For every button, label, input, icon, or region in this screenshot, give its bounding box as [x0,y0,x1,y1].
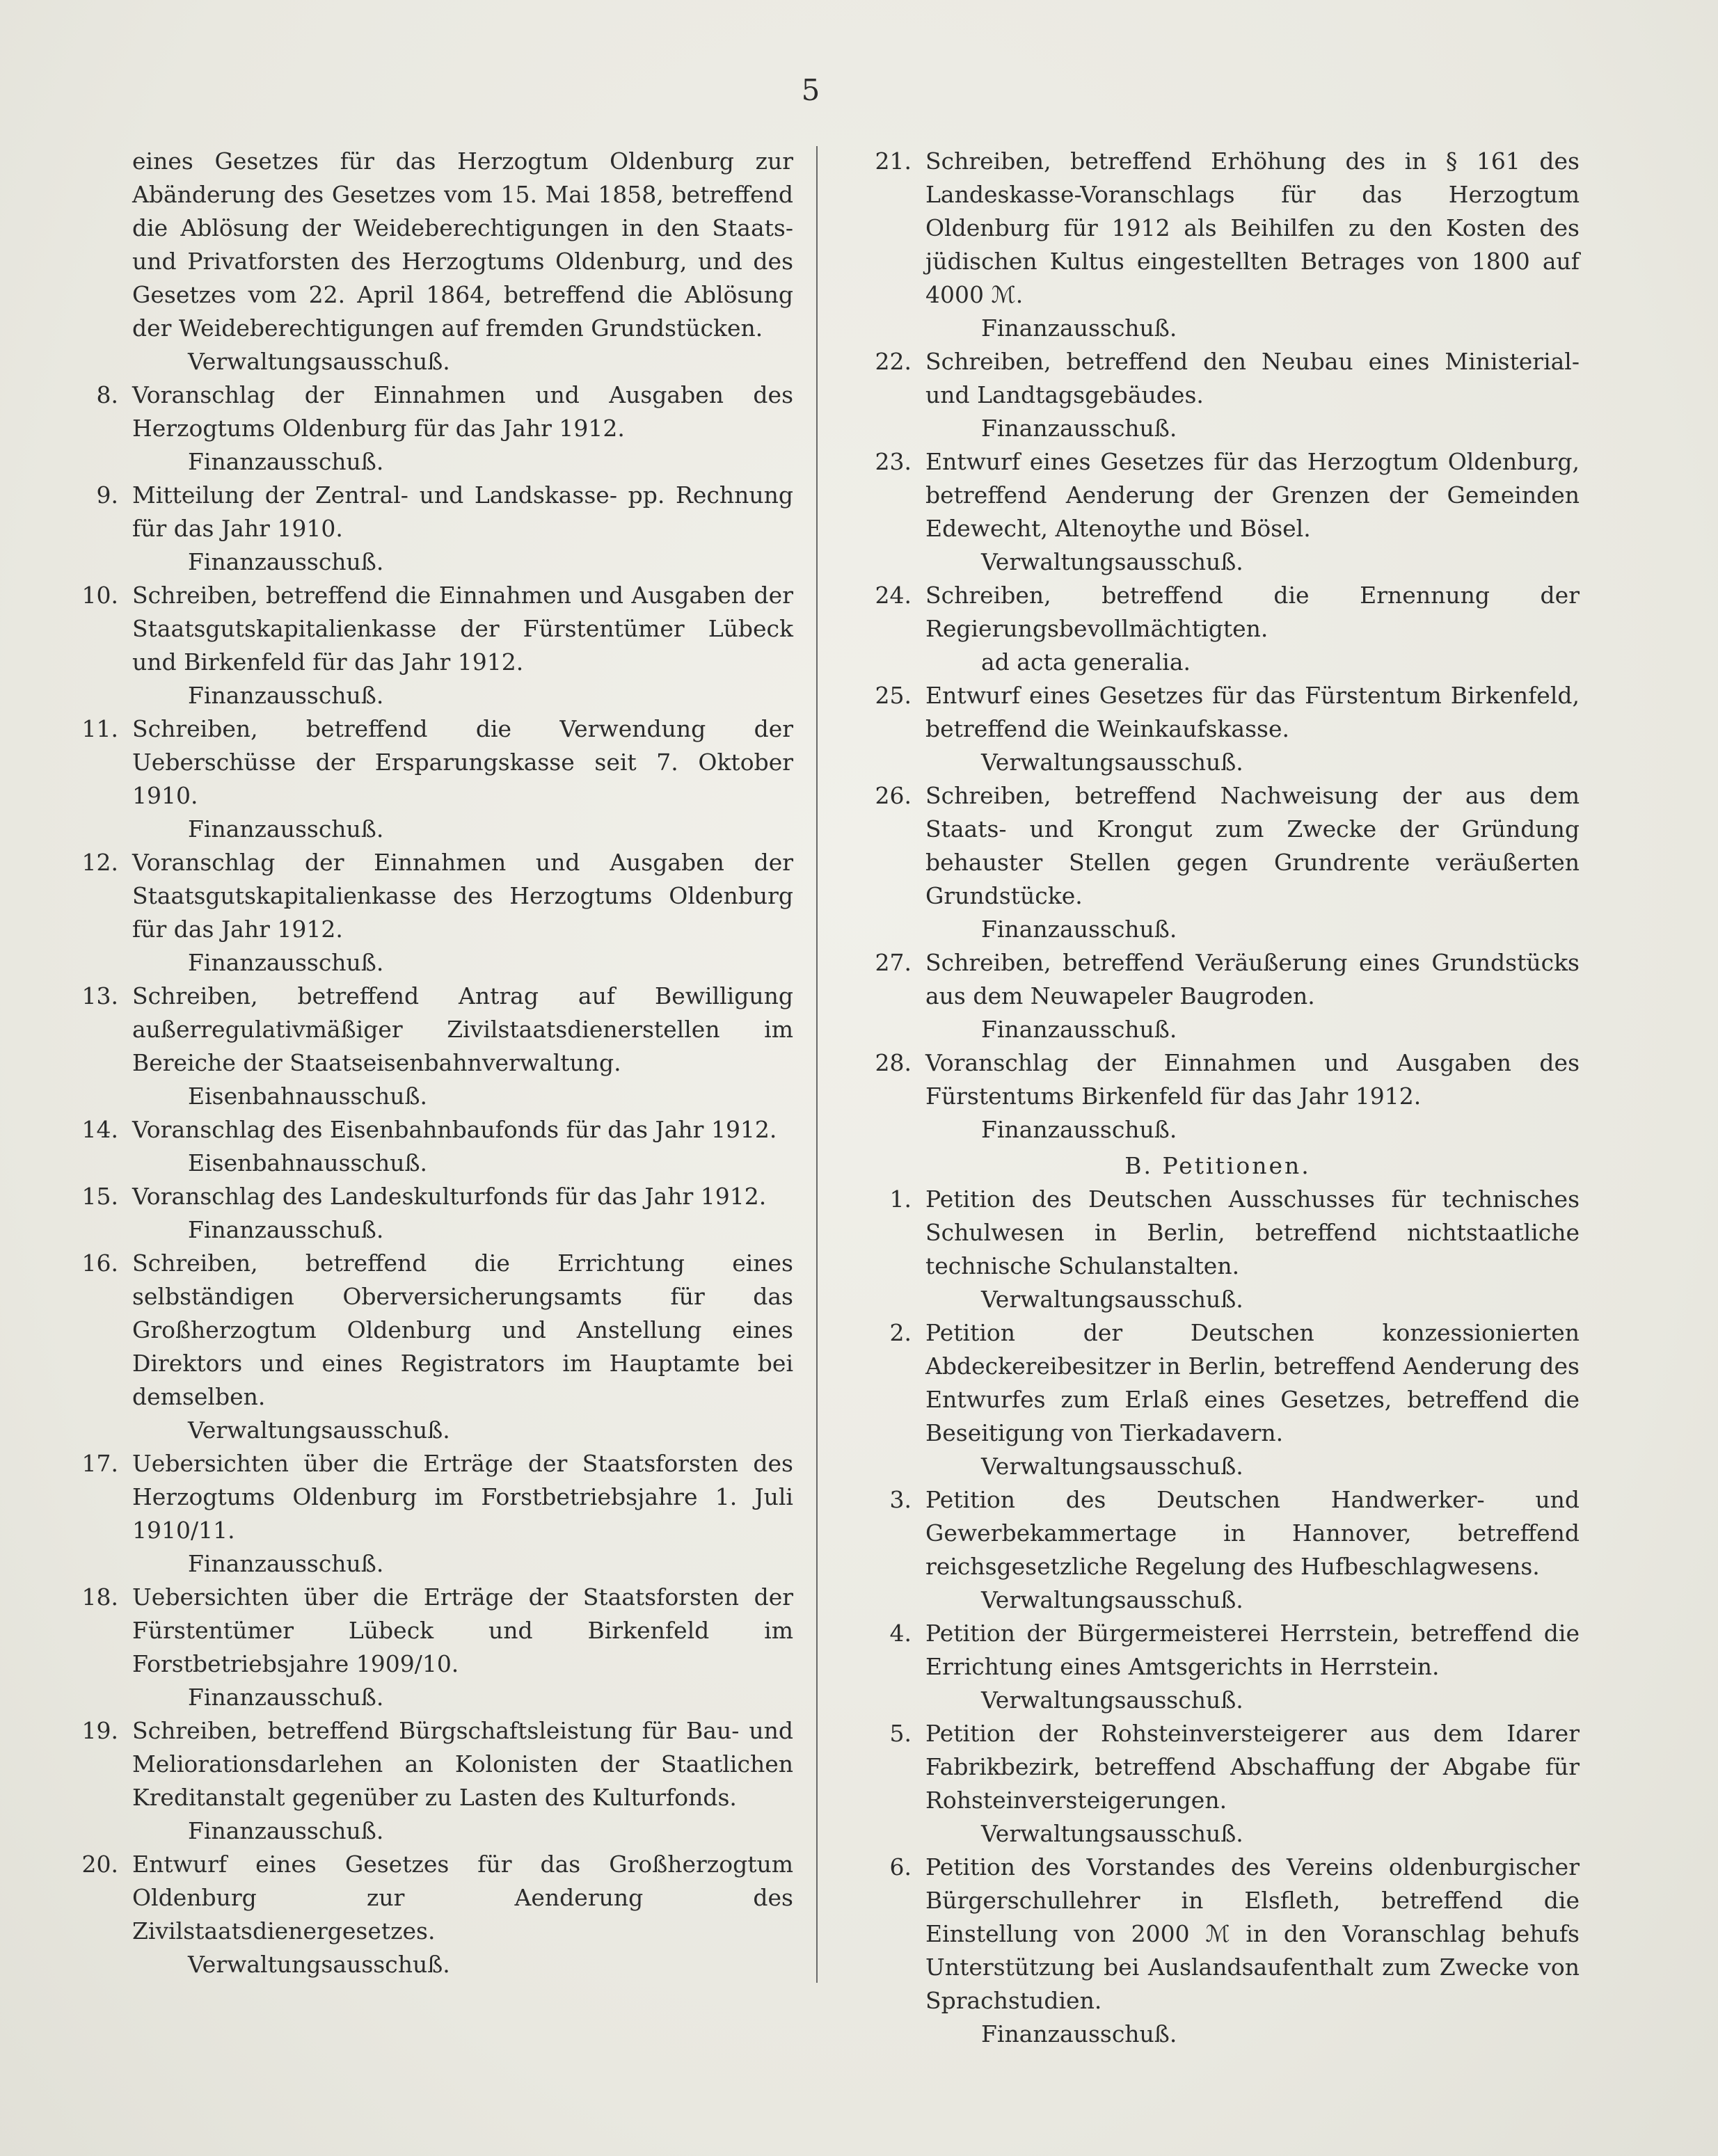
section-heading: B. Petitionen. [1124,1152,1311,1179]
item-number: 11. [81,715,118,742]
list-item [63,846,793,980]
committee-label: Finanzausschuß. [981,1116,1177,1143]
item-number: 28. [875,1049,912,1076]
entry-text: Schreiben, betreffend Antrag auf Bewilligung außerregulativmäßiger Zivilstaatsdienerstellen im Bereiche der Staatseisenbahnverwaltung. [132,982,793,1076]
list-item [856,779,1580,946]
entry-text: Petition des Deutschen Ausschusses für technisches Schulwesen in Berlin, betreffend nichtstaatliche technische Schulanstalten. [925,1185,1580,1279]
item-number: 13. [81,982,118,1009]
entry-text: Uebersichten über die Erträge der Staatsforsten des Herzogtums Oldenburg im Forstbetriebsjahre 1. Juli 1910/11. [132,1450,793,1544]
entry-text: Entwurf eines Gesetzes für das Fürstentum Birkenfeld, betreffend die Weinkaufskasse. [925,682,1580,742]
committee-label: Verwaltungsausschuß. [188,348,450,375]
item-number: 25. [875,682,912,709]
list-item [856,579,1580,679]
item-number: 9. [96,481,118,509]
item-number: 4. [889,1620,912,1647]
list-item [856,1851,1580,2051]
item-number: 3. [889,1486,912,1513]
left-entry-list [63,378,793,1981]
committee-label: Verwaltungsausschuß. [981,548,1243,575]
left-column [63,145,793,1981]
entry-text: Voranschlag der Einnahmen und Ausgaben des Fürstentums Birkenfeld für das Jahr 1912. [925,1049,1580,1110]
committee-label: Finanzausschuß. [981,1016,1177,1043]
committee-label: Eisenbahnausschuß. [188,1083,427,1110]
committee-label: Finanzausschuß. [188,815,384,843]
committee-label: Finanzausschuß. [981,2020,1177,2047]
committee-label: Verwaltungsausschuß. [981,1586,1243,1613]
list-item [63,1113,793,1180]
item-number: 18. [81,1583,118,1611]
column-divider [816,146,818,1983]
list-item [63,712,793,846]
item-number: 22. [875,348,912,375]
entry-text: Petition der Bürgermeisterei Herrstein, betreffend die Errichtung eines Amtsgerichts in Herrstein. [925,1620,1580,1680]
entry-text: Schreiben, betreffend Veräußerung eines Grundstücks aus dem Neuwapeler Baugroden. [925,949,1580,1009]
entry-text: Schreiben, betreffend Nachweisung der aus dem Staats- und Krongut zum Zwecke der Gründung behauster Stellen gegen Grundrente veräußerten Grundstücke. [925,782,1580,909]
entry-text: Entwurf eines Gesetzes für das Herzogtum Oldenburg, betreffend Aenderung der Grenzen der Gemeinden Edewecht, Altenoythe und Bösel. [925,448,1580,542]
list-item [63,1581,793,1714]
list-item [63,1447,793,1581]
committee-label: Verwaltungsausschuß. [188,1416,450,1444]
item-number: 8. [96,381,118,408]
item-number: 23. [875,448,912,475]
entry-text: Schreiben, betreffend die Verwendung der Ueberschüsse der Ersparungskasse seit 7. Oktober 1910. [132,715,793,809]
entry-text: Petition des Deutschen Handwerker- und Gewerbekammertage in Hannover, betreffend reichsgesetzliche Regelung des Hufbeschlagwesens. [925,1486,1580,1580]
committee-label: Finanzausschuß. [188,448,384,475]
entry-text: Uebersichten über die Erträge der Staatsforsten der Fürstentümer Lübeck und Birkenfeld im Forstbetriebsjahre 1909/10. [132,1583,793,1677]
item-number: 19. [81,1717,118,1744]
list-item [63,1848,793,1981]
list-item [63,1247,793,1447]
list-item [63,378,793,479]
entry-text: Schreiben, betreffend die Einnahmen und Ausgaben der Staatsgutskapitalienkasse der Fürstentümer Lübeck und Birkenfeld für das Jahr 1912. [132,582,793,676]
item-number: 5. [889,1720,912,1747]
committee-label: Finanzausschuß. [188,1684,384,1711]
committee-label: Finanzausschuß. [188,1817,384,1844]
entry-text: Petition des Vorstandes des Vereins oldenburgischer Bürgerschullehrer in Elsfleth, betreffend die Einstellung von 2000 ℳ in den Voranschlag behufs Unterstützung bei Auslandsaufenthalt zum Zwecke von Sprachstudien. [925,1853,1580,2014]
list-item [856,946,1580,1046]
entry-text: Schreiben, betreffend die Errichtung eines selbständigen Oberversicherungsamts für das Großherzogtum Oldenburg und Anstellung eines Direktors und eines Registrators im Hauptamte bei demselben. [132,1249,793,1410]
committee-label: Finanzausschuß. [188,1550,384,1577]
committee-label: Verwaltungsausschuß. [981,1686,1243,1714]
committee-label: Verwaltungsausschuß. [188,1951,450,1978]
entry-text: Mitteilung der Zentral- und Landskasse- pp. Rechnung für das Jahr 1910. [132,481,793,542]
continuation-entry [63,145,793,378]
entry-text: Entwurf eines Gesetzes für das Großherzogtum Oldenburg zur Aenderung des Zivilstaatsdienergesetzes. [132,1851,793,1945]
entry-text: eines Gesetzes für das Herzogtum Oldenburg zur Abänderung des Gesetzes vom 15. Mai 1858, betreffend die Ablösung der Weideberechtigungen in den Staats- und Privatforsten des Herzogtums Oldenburg, und des Gesetzes vom 22. April 1864, betreffend die Ablösung der Weideberechtigungen auf fremden Grundstücken. [132,147,793,342]
entry-text: Petition der Rohsteinversteigerer aus dem Idarer Fabrikbezirk, betreffend Abschaffung der Abgabe für Rohsteinversteigerungen. [925,1720,1580,1814]
page-number: 5 [801,73,820,107]
committee-label: Verwaltungsausschuß. [981,1286,1243,1313]
list-item [856,1483,1580,1617]
item-number: 26. [875,782,912,809]
item-number: 2. [889,1319,912,1346]
committee-label: Eisenbahnausschuß. [188,1149,427,1176]
entry-text: Schreiben, betreffend Bürgschaftsleistung für Bau- und Meliorationsdarlehen an Kolonisten der Staatlichen Kreditanstalt gegenüber zu Lasten des Kulturfonds. [132,1717,793,1811]
list-item [856,1717,1580,1851]
petition-list [856,1183,1580,2051]
list-item [856,345,1580,445]
committee-label: Finanzausschuß. [188,1216,384,1243]
list-item [63,1180,793,1247]
list-item [856,1316,1580,1483]
list-item [856,1183,1580,1316]
list-item [856,1046,1580,1147]
list-item [63,1714,793,1848]
item-number: 1. [889,1185,912,1213]
item-number: 15. [81,1183,118,1210]
entry-text: Voranschlag des Eisenbahnbaufonds für das Jahr 1912. [132,1116,777,1143]
list-item [63,980,793,1113]
entry-text: Schreiben, betreffend den Neubau eines Ministerial- und Landtagsgebäudes. [925,348,1580,408]
committee-label: Verwaltungsausschuß. [981,749,1243,776]
item-number: 21. [875,147,912,175]
list-item [856,1617,1580,1717]
right-column [856,145,1580,2051]
list-item [856,445,1580,579]
committee-label: Finanzausschuß. [981,415,1177,442]
item-number: 14. [81,1116,118,1143]
committee-label: Finanzausschuß. [188,682,384,709]
entry-text: Petition der Deutschen konzessionierten Abdeckereibesitzer in Berlin, betreffend Aenderung des Entwurfes zum Erlaß eines Gesetzes, betreffend die Beseitigung von Tierkadavern. [925,1319,1580,1446]
list-item [856,679,1580,779]
entry-text: Voranschlag der Einnahmen und Ausgaben der Staatsgutskapitalienkasse des Herzogtums Oldenburg für das Jahr 1912. [132,849,793,943]
right-entry-list [856,145,1580,1147]
list-item [63,479,793,579]
committee-label: ad acta generalia. [981,648,1191,676]
committee-label: Finanzausschuß. [188,548,384,575]
item-number: 20. [81,1851,118,1878]
committee-label: Finanzausschuß. [981,314,1177,342]
entry-text: Schreiben, betreffend Erhöhung des in § 161 des Landeskasse-Voranschlags für das Herzogtum Oldenburg für 1912 als Beihilfen zu den Kosten des jüdischen Kultus eingestellten Betrages von 1800 auf 4000 ℳ. [925,147,1580,308]
item-number: 24. [875,582,912,609]
item-number: 12. [81,849,118,876]
item-number: 17. [81,1450,118,1477]
committee-label: Verwaltungsausschuß. [981,1820,1243,1847]
item-number: 6. [889,1853,912,1880]
item-number: 27. [875,949,912,976]
list-item [856,145,1580,345]
item-number: 10. [81,582,118,609]
committee-label: Verwaltungsausschuß. [981,1453,1243,1480]
list-item [63,579,793,712]
entry-text: Voranschlag des Landeskulturfonds für das Jahr 1912. [132,1183,767,1210]
item-number: 16. [81,1249,118,1277]
entry-text: Voranschlag der Einnahmen und Ausgaben des Herzogtums Oldenburg für das Jahr 1912. [132,381,793,442]
committee-label: Finanzausschuß. [981,916,1177,943]
entry-text: Schreiben, betreffend die Ernennung der Regierungsbevollmächtigten. [925,582,1580,642]
committee-label: Finanzausschuß. [188,949,384,976]
